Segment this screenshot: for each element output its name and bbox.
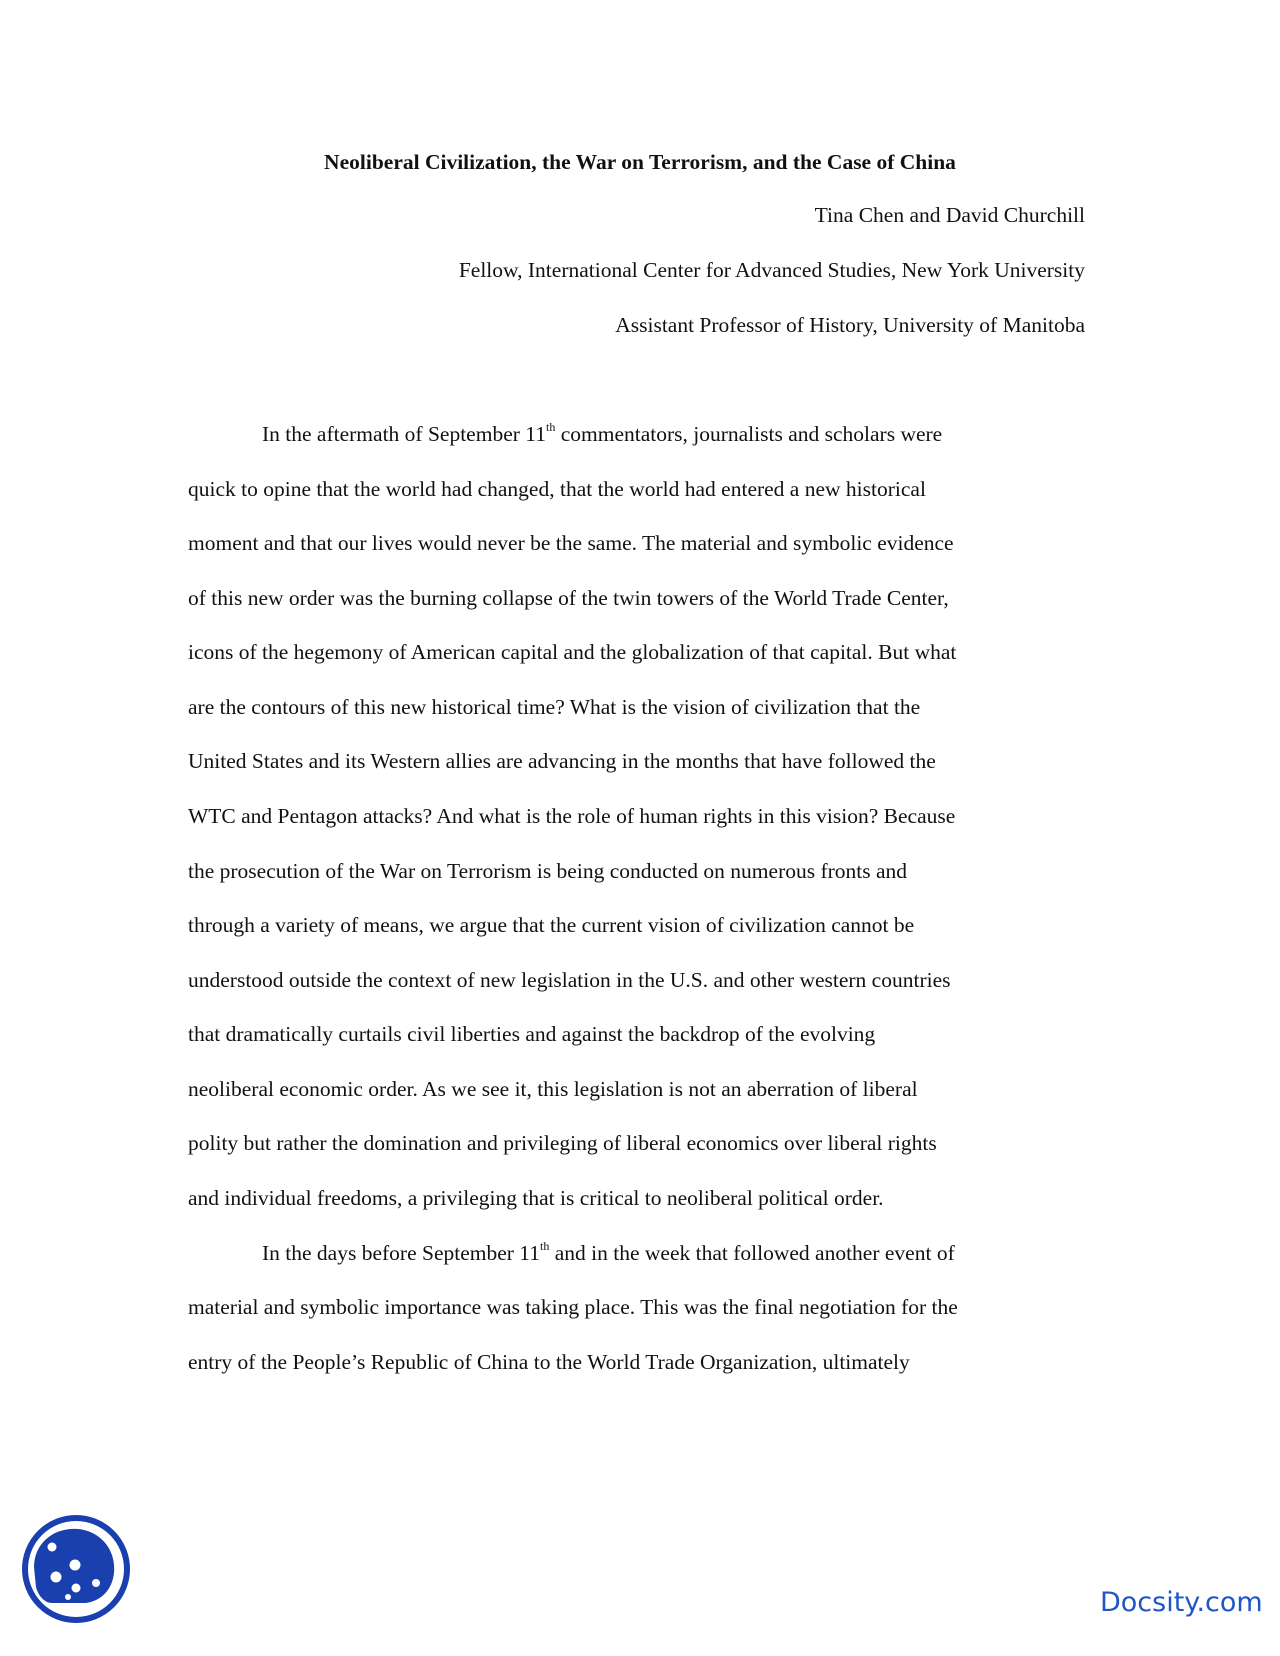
text-line: understood outside the context of new legislation in the U.S. and other western countries — [188, 968, 951, 992]
paper-title: Neoliberal Civilization, the War on Terrorism, and the Case of China — [324, 150, 956, 174]
text-line: quick to opine that the world had changed, that the world had entered a new historical — [188, 477, 926, 501]
text-line: are the contours of this new historical time? What is the vision of civilization that the — [188, 695, 921, 719]
text-line: entry of the People’s Republic of China to the World Trade Organization, ultimately — [188, 1350, 910, 1374]
text-line: United States and its Western allies are advancing in the months that have followed the — [188, 749, 936, 773]
text-line: through a variety of means, we argue that the current vision of civilization cannot be — [188, 913, 915, 937]
ordinal-suffix: th — [545, 419, 556, 434]
text-run: commentators, journalists and scholars were — [555, 422, 943, 446]
docsity-brand-link[interactable]: Docsity.com — [1100, 1587, 1263, 1618]
ordinal-suffix: th — [540, 1238, 550, 1253]
text-line — [262, 420, 942, 448]
text-line: the prosecution of the War on Terrorism is being conducted on numerous fronts and — [188, 859, 908, 883]
docsity-logo-icon[interactable] — [20, 1513, 132, 1625]
text-run: In the aftermath of September 11 — [262, 422, 546, 446]
text-line: neoliberal economic order. As we see it, this legislation is not an aberration of liberal — [188, 1077, 918, 1101]
text-line: moment and that our lives would never be the same. The material and symbolic evidence — [188, 531, 954, 555]
text-line: and individual freedoms, a privileging that is critical to neoliberal political order. — [188, 1186, 884, 1210]
text-line: material and symbolic importance was taking place. This was the final negotiation for the — [188, 1295, 958, 1319]
text-line: that dramatically curtails civil liberties and against the backdrop of the evolving — [188, 1022, 876, 1046]
text-line: of this new order was the burning collapse of the twin towers of the World Trade Center, — [188, 586, 949, 610]
text-line — [262, 1239, 955, 1267]
text-line: icons of the hegemony of American capital and the globalization of that capital. But what — [188, 640, 957, 664]
docsity-logo-graphic — [20, 1513, 132, 1625]
text-run: In the days before September 11 — [262, 1241, 541, 1265]
paper-authors: Tina Chen and David Churchill — [814, 203, 1085, 227]
text-line: WTC and Pentagon attacks? And what is the role of human rights in this vision? Because — [188, 804, 956, 828]
author-affiliation-1: Fellow, International Center for Advanced Studies, New York University — [458, 258, 1085, 282]
text-run: and in the week that followed another event of — [549, 1241, 955, 1265]
author-affiliation-2: Assistant Professor of History, University of Manitoba — [615, 313, 1085, 337]
text-line: polity but rather the domination and privileging of liberal economics over liberal rights — [188, 1131, 937, 1155]
